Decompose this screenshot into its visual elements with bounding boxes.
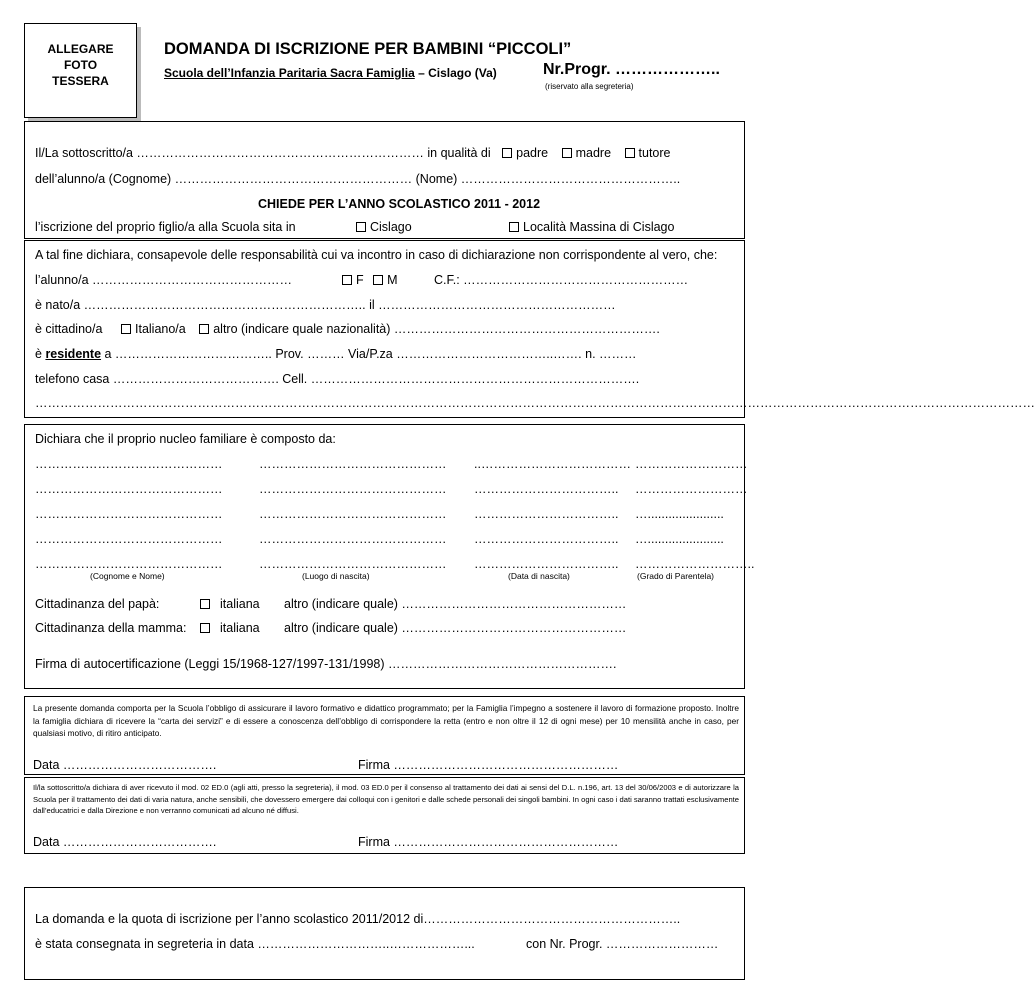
- papa-italiana-label: italiana: [220, 597, 260, 611]
- italiano-checkbox[interactable]: [121, 324, 131, 334]
- massina-label: Località Massina di Cislago: [523, 220, 675, 234]
- cittadino-line: [35, 322, 102, 336]
- mamma-italiana-label: italiana: [220, 621, 260, 635]
- cittadino-options: [121, 322, 660, 336]
- iscrizione-text: l’iscrizione del proprio figlio/a alla Scuola sita in: [35, 220, 296, 234]
- nato-field[interactable]: è nato/a ………………………………………………………….. il …………………………………………………: [35, 298, 616, 312]
- family-cell-name[interactable]: ………………………………………: [35, 507, 223, 521]
- document-title: DOMANDA DI ISCRIZIONE PER BAMBINI “PICCOLI”: [164, 40, 572, 58]
- cittadino-label: è cittadino/a: [35, 322, 103, 336]
- sottoscritto-line: [35, 146, 671, 160]
- family-cell-name[interactable]: ………………………………………: [35, 482, 223, 496]
- impegno-paragraph: La presente domanda comporta per la Scuola l’obbligo di assicurare il lavoro formativo e didattico programmato; per la Famiglia l’impegno a sostenere il lavoro di formazione proposto. Inoltre la famiglia dichiara di ricevere la “carta dei servizi” e di essere a conoscenza dell’obbligo di corrispondere la retta (entro e non oltre il 12 di ogni mese) per 10 mensilità anche in caso, per qualsiasi motivo, di ritiro anticipato.: [33, 703, 739, 738]
- alunno-cognome-nome-line[interactable]: dell’alunno/a (Cognome) ………………………………………………… (Nome) ……………………………………………..: [35, 172, 681, 186]
- school-location: – Cislago (Va): [414, 66, 497, 80]
- family-cell-name[interactable]: ………………………………………: [35, 457, 223, 471]
- family-cell-date[interactable]: ……………………………..: [474, 557, 619, 571]
- altro-nazionalita-checkbox[interactable]: [199, 324, 209, 334]
- privacy-paragraph: Il/la sottoscritto/a dichiara di aver ricevuto il mod. 02 ED.0 (agli atti, presso la segreteria), il mod. 03 ED.0 per il consenso al trattamento dei dati ai sensi del D.L. n.196, art. 13 del 30/06/2003 e di autorizzare la Scuola per il trattamento dei dati di varia natura, anche sensibili, che dovessero emergere dai colloqui con i genitori e dalle schede personali dei singoli bambini. In ogni caso i dati saranno trattati esclusivamente dall’educatrici e dalla Direzione e non verranno comunicati ad alcuno né diffusi.: [33, 783, 739, 815]
- m-label: M: [387, 273, 398, 287]
- residente-label: residente: [45, 347, 102, 361]
- residenza-field[interactable]: a ……………………………….. Prov. ……… Via/P.za ………………………………..……. n. ………: [101, 347, 637, 361]
- f-checkbox[interactable]: [342, 275, 352, 285]
- papa-italiana-option: [200, 597, 260, 611]
- tutore-checkbox[interactable]: [625, 148, 635, 158]
- family-cell-date[interactable]: ……………………………..: [474, 507, 619, 521]
- family-cell-relation[interactable]: ………………………: [635, 482, 748, 496]
- privacy-firma-field[interactable]: Firma ………………………………………………: [358, 835, 619, 849]
- madre-checkbox[interactable]: [562, 148, 572, 158]
- m-checkbox[interactable]: [373, 275, 383, 285]
- family-cell-place[interactable]: ………………………………………: [259, 507, 447, 521]
- padre-label: padre: [516, 146, 549, 160]
- sex-options: [342, 273, 398, 287]
- papa-altro-field[interactable]: altro (indicare quale) ………………………………………………: [284, 597, 627, 611]
- firma-autocertificazione-field[interactable]: Firma di autocertificazione (Leggi 15/1968-127/1997-131/1998) ……………………………………………….: [35, 657, 617, 671]
- alunno-field[interactable]: l’alunno/a …………………………………………: [35, 273, 292, 287]
- massina-option: [509, 220, 674, 234]
- family-cell-date[interactable]: ……………………………..: [474, 532, 619, 546]
- cislago-option: [356, 220, 412, 234]
- cislago-label: Cislago: [370, 220, 412, 234]
- impegno-data-field[interactable]: Data ……………………………….: [33, 758, 217, 772]
- iscrizione-line: [35, 220, 296, 234]
- italiano-label: Italiano/a: [135, 322, 186, 336]
- col-label-date: (Data di nascita): [508, 571, 570, 581]
- col-label-relation: (Grado di Parentela): [637, 571, 715, 581]
- residente-prefix: è: [35, 347, 46, 361]
- consegna-line-1[interactable]: La domanda e la quota di iscrizione per l’anno scolastico 2011/2012 di……………………………………………………..: [35, 912, 681, 926]
- photo-label-3: TESSERA: [52, 74, 109, 88]
- massina-checkbox[interactable]: [509, 222, 519, 232]
- consegna-nr-progr-field[interactable]: con Nr. Progr. ………………………: [526, 937, 719, 951]
- family-cell-relation[interactable]: ………………………: [635, 457, 748, 471]
- papa-italiana-checkbox[interactable]: [200, 599, 210, 609]
- cislago-checkbox[interactable]: [356, 222, 366, 232]
- photo-label-2: FOTO: [63, 58, 98, 72]
- tutore-label: tutore: [638, 146, 671, 160]
- impegno-firma-field[interactable]: Firma ………………………………………………: [358, 758, 619, 772]
- mamma-italiana-checkbox[interactable]: [200, 623, 210, 633]
- cf-field[interactable]: C.F.: ………………………………………………: [434, 273, 689, 287]
- family-cell-relation[interactable]: …......................: [635, 507, 724, 521]
- mamma-label: Cittadinanza della mamma:: [35, 621, 187, 635]
- blank-line[interactable]: ……………………………………………………………………………………………………………………………………………………………………………………………………………………: [35, 396, 1035, 410]
- altro-nazionalita-field[interactable]: altro (indicare quale nazionalità) ……………………………………………………….: [213, 322, 660, 336]
- padre-checkbox[interactable]: [502, 148, 512, 158]
- col-label-name: (Cognome e Nome): [90, 571, 165, 581]
- family-cell-relation[interactable]: …......................: [635, 532, 724, 546]
- school-line: [164, 66, 497, 80]
- family-cell-relation[interactable]: ………………………..: [635, 557, 755, 571]
- nr-progr-note: (riservato alla segreteria): [545, 82, 634, 91]
- f-label: F: [356, 273, 364, 287]
- consegna-data-field[interactable]: è stata consegnata in segreteria in data …………………………..………………...: [35, 937, 475, 951]
- telefono-field[interactable]: telefono casa …………………………………. Cell. …………………………………………………………………….: [35, 372, 640, 386]
- chiede-heading: CHIEDE PER L’ANNO SCOLASTICO 2011 - 2012: [258, 197, 541, 211]
- privacy-data-field[interactable]: Data ……………………………….: [33, 835, 217, 849]
- family-cell-place[interactable]: ………………………………………: [259, 532, 447, 546]
- family-cell-name[interactable]: ………………………………………: [35, 532, 223, 546]
- section-segreteria: [24, 887, 745, 980]
- residenza-line[interactable]: [35, 347, 637, 361]
- nr-progr: Nr.Progr. ………………..: [543, 61, 720, 78]
- sottoscritto-field[interactable]: Il/La sottoscritto/a …………………………………………………………… in qualità di: [35, 146, 491, 160]
- photo-box: [24, 23, 137, 118]
- family-cell-date[interactable]: ..………………………………: [474, 457, 631, 471]
- nucleo-title: Dichiara che il proprio nucleo familiare è composto da:: [35, 432, 336, 446]
- family-cell-name[interactable]: ………………………………………: [35, 557, 223, 571]
- mamma-italiana-option: [200, 621, 260, 635]
- dichiara-intro: A tal fine dichiara, consapevole delle responsabilità cui va incontro in caso di dichiarazione non corrispondente al vero, che:: [35, 248, 718, 262]
- family-cell-date[interactable]: ……………………………..: [474, 482, 619, 496]
- family-cell-place[interactable]: ………………………………………: [259, 457, 447, 471]
- mamma-altro-field[interactable]: altro (indicare quale) ………………………………………………: [284, 621, 627, 635]
- photo-label-1: ALLEGARE: [47, 42, 114, 56]
- family-cell-place[interactable]: ………………………………………: [259, 482, 447, 496]
- madre-label: madre: [575, 146, 612, 160]
- school-name: Scuola dell’Infanzia Paritaria Sacra Famiglia: [164, 66, 415, 80]
- col-label-place: (Luogo di nascita): [302, 571, 370, 581]
- papa-label: Cittadinanza del papà:: [35, 597, 160, 611]
- family-cell-place[interactable]: ………………………………………: [259, 557, 447, 571]
